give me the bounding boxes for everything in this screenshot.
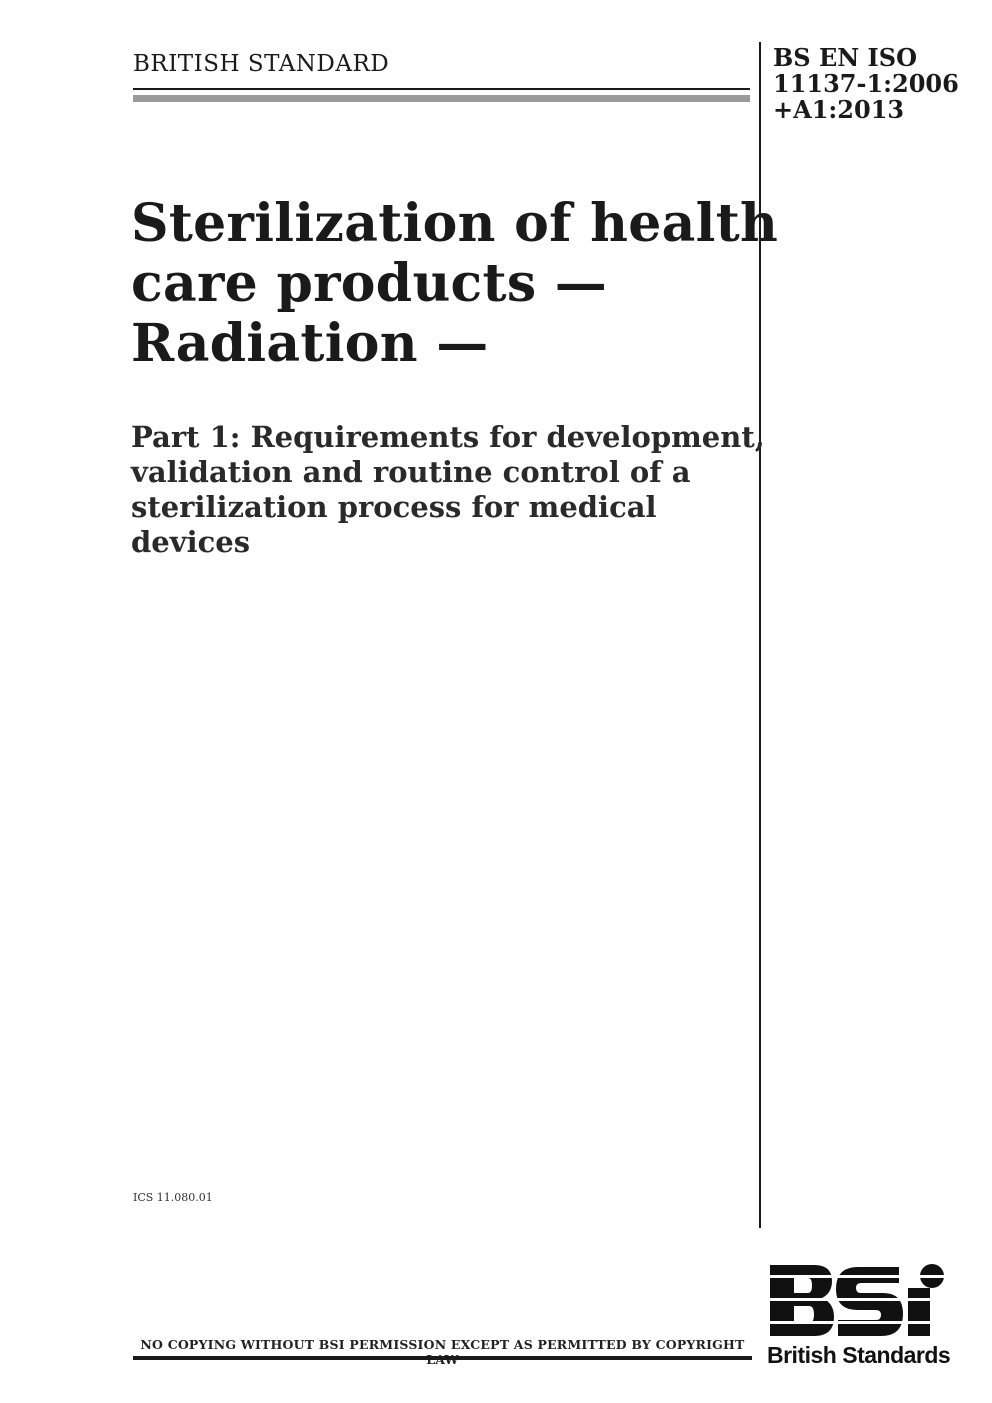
subtitle-line: Part 1: Requirements for development,	[131, 420, 765, 454]
title-line: Radiation —	[131, 313, 489, 374]
document-type-label: BRITISH STANDARD	[133, 51, 390, 77]
title-line: care products —	[131, 253, 608, 314]
title-line: Sterilization of health	[131, 193, 779, 254]
subtitle-line: validation and routine control of a	[131, 455, 691, 489]
standard-number-line: 11137-1:2006	[773, 69, 959, 98]
copyright-notice: NO COPYING WITHOUT BSI PERMISSION EXCEPT AS PERMITTED BY COPYRIGHT	[140, 1337, 745, 1352]
subtitle-line: devices	[131, 525, 251, 559]
standard-number-line: +A1:2013	[773, 95, 905, 124]
document-title	[131, 194, 778, 374]
standard-number	[773, 45, 959, 123]
footer-rule	[133, 1356, 752, 1360]
ics-code: ICS 11.080.01	[133, 1191, 213, 1204]
header-rule-thick	[133, 95, 750, 102]
header-rule-thin	[133, 88, 750, 90]
document-subtitle	[131, 420, 765, 560]
standard-number-line: BS EN ISO	[773, 43, 918, 72]
bsi-logo	[768, 1262, 946, 1340]
logo-caption: British Standards	[767, 1342, 951, 1368]
subtitle-line: sterilization process for medical	[131, 490, 657, 524]
